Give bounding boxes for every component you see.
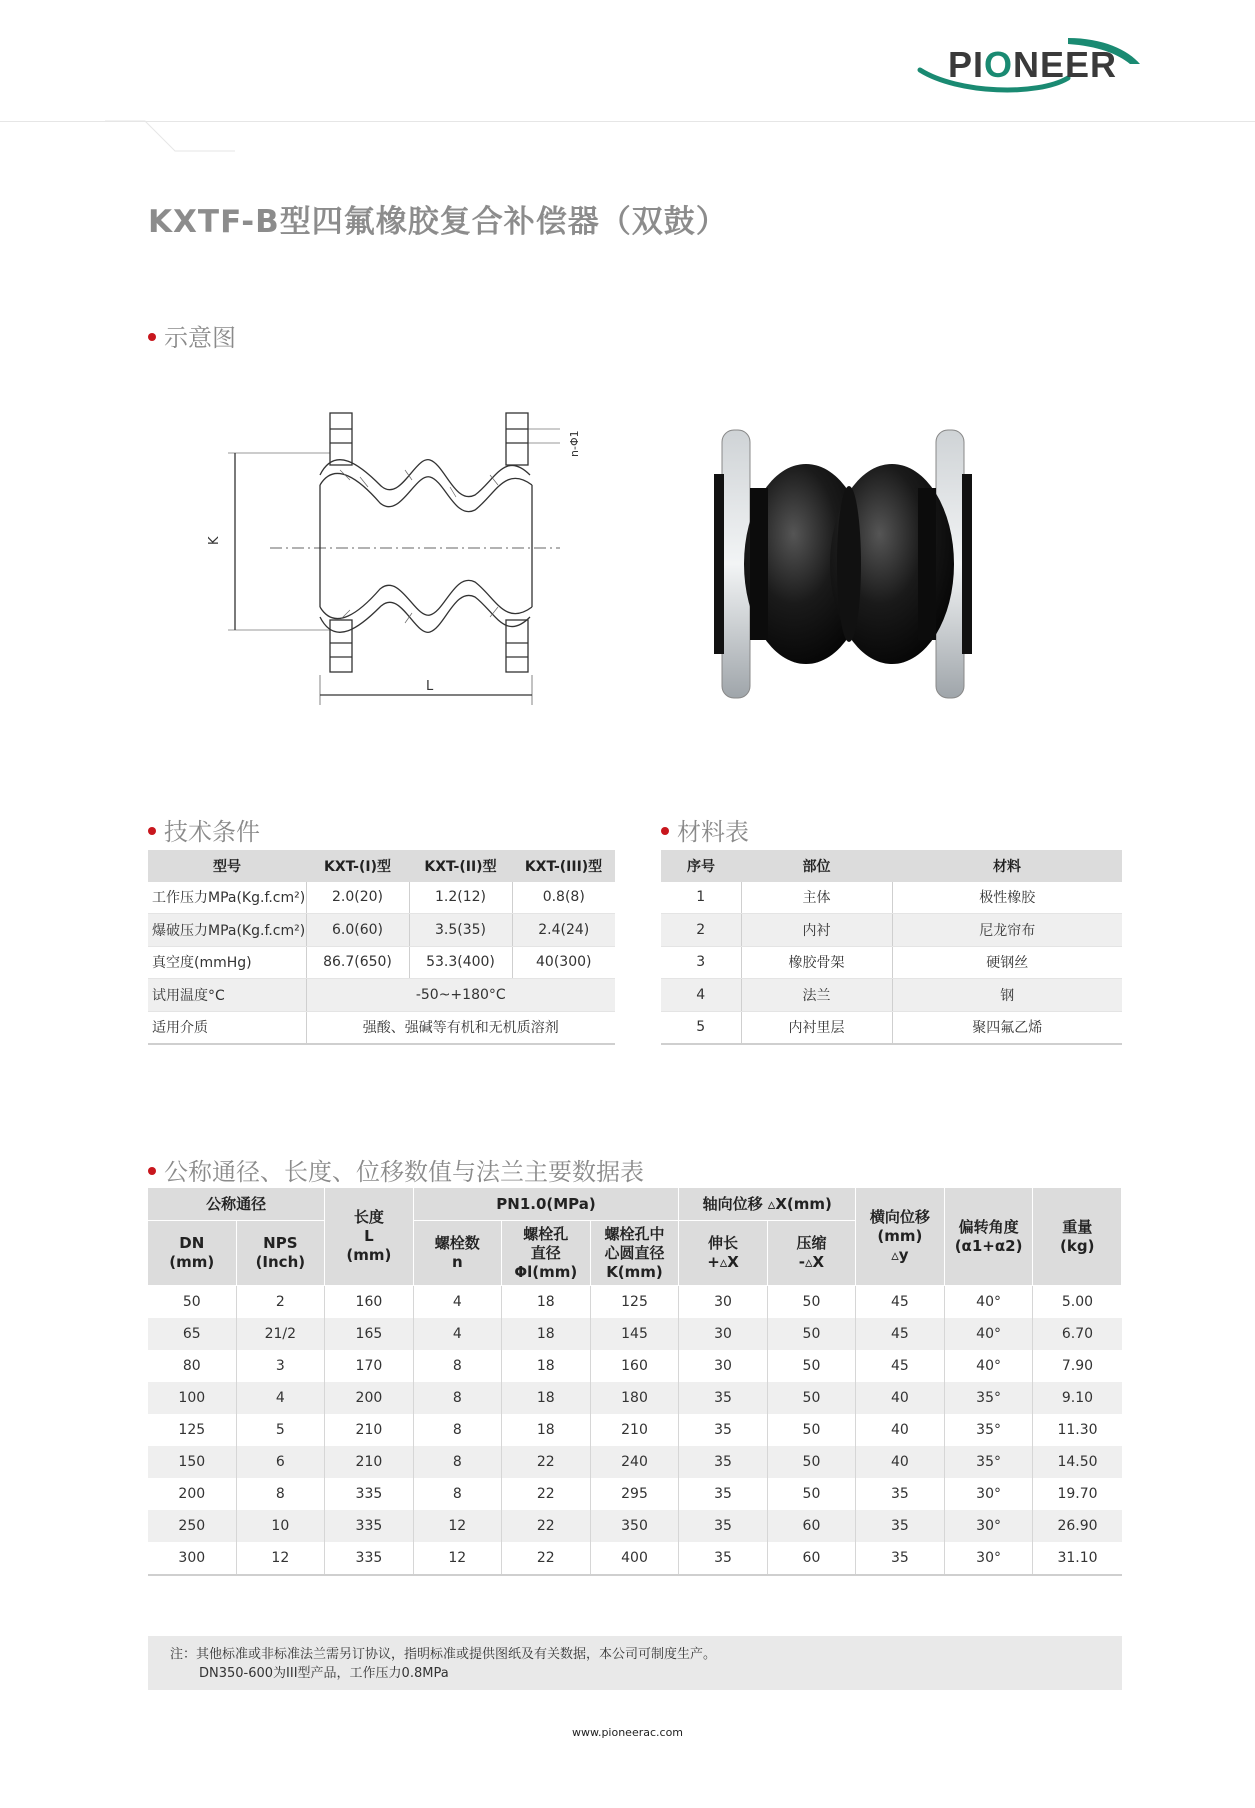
table-cell: 3 bbox=[236, 1350, 325, 1382]
table-cell: 内衬里层 bbox=[741, 1011, 892, 1044]
table-header-cell bbox=[325, 1188, 414, 1286]
table-header-cell: 材料 bbox=[892, 850, 1122, 882]
table-row bbox=[148, 1382, 1122, 1414]
table-cell: 50 bbox=[767, 1350, 855, 1382]
table-cell: 160 bbox=[325, 1286, 414, 1319]
table-cell: 86.7(650) bbox=[306, 946, 409, 979]
table-cell: 145 bbox=[590, 1318, 679, 1350]
table-row bbox=[148, 979, 615, 1012]
table-cell: 18 bbox=[501, 1286, 590, 1319]
table-header-cell: 序号 bbox=[661, 850, 741, 882]
table-cell: 18 bbox=[501, 1350, 590, 1382]
row-label: 爆破压力MPa(Kg.f.cm²) bbox=[148, 914, 306, 947]
table-cell: 18 bbox=[501, 1414, 590, 1446]
table-cell: 法兰 bbox=[741, 979, 892, 1012]
table-cell: 300 bbox=[148, 1542, 236, 1575]
table-cell: 50 bbox=[767, 1478, 855, 1510]
dimension-n-label: n-Φ1 bbox=[568, 430, 581, 457]
table-cell: 50 bbox=[767, 1446, 855, 1478]
table-cell: 聚四氟乙烯 bbox=[892, 1011, 1122, 1044]
table-row bbox=[148, 1414, 1122, 1446]
table-cell: 250 bbox=[148, 1510, 236, 1542]
table-cell: 22 bbox=[501, 1446, 590, 1478]
dimensions-table-body bbox=[148, 1286, 1122, 1576]
header-line: 螺栓孔中 bbox=[604, 1224, 665, 1243]
tech-conditions-table bbox=[148, 850, 615, 1045]
table-cell: 4 bbox=[413, 1318, 501, 1350]
section-tech-heading: 技术条件 bbox=[148, 812, 260, 847]
table-cell: 100 bbox=[148, 1382, 236, 1414]
table-cell: 19.70 bbox=[1057, 1486, 1098, 1502]
table-row bbox=[148, 1350, 1122, 1382]
table-cell: 35 bbox=[856, 1478, 945, 1510]
row-label: 试用温度°C bbox=[148, 979, 306, 1012]
header-line: (Inch) bbox=[255, 1253, 306, 1271]
table-cell: 35 bbox=[856, 1510, 945, 1542]
header-line: L bbox=[364, 1227, 374, 1245]
table-cell: 22 bbox=[501, 1510, 590, 1542]
header-line: 伸长 bbox=[708, 1234, 739, 1252]
table-row bbox=[148, 946, 615, 979]
header-line: 横向位移 bbox=[869, 1208, 930, 1226]
table-cell: 6 bbox=[236, 1446, 325, 1478]
table-cell: 40° bbox=[944, 1350, 1033, 1382]
table-cell: 7.90 bbox=[1061, 1358, 1094, 1374]
table-cell: 8 bbox=[413, 1446, 501, 1478]
table-cell: 31.10 bbox=[1033, 1542, 1122, 1575]
bullet-icon bbox=[148, 1167, 156, 1175]
header-line: 偏转角度 bbox=[958, 1217, 1019, 1236]
header-line: (mm) bbox=[169, 1253, 215, 1271]
table-cell: 35 bbox=[679, 1446, 767, 1478]
table-cell: 30° bbox=[944, 1478, 1033, 1510]
table-header-cell bbox=[413, 1221, 501, 1286]
table-header-cell: 轴向位移 ▵X(mm) bbox=[679, 1188, 856, 1221]
product-photo bbox=[708, 418, 998, 698]
table-cell: 210 bbox=[325, 1414, 414, 1446]
table-row bbox=[661, 1011, 1122, 1044]
table-cell: 35° bbox=[944, 1414, 1033, 1446]
schematic-drawing bbox=[207, 395, 600, 715]
table-cell: 22 bbox=[501, 1542, 590, 1575]
brand-logo bbox=[918, 34, 1148, 94]
table-header-cell: KXT-(III)型 bbox=[512, 850, 615, 882]
table-cell: 1 bbox=[661, 882, 741, 914]
table-row bbox=[661, 882, 1122, 914]
table-cell: 40° bbox=[944, 1286, 1033, 1319]
table-cell: 12 bbox=[413, 1510, 501, 1542]
table-row bbox=[148, 1478, 1122, 1510]
table-cell: 2 bbox=[236, 1286, 325, 1319]
table-cell: 4 bbox=[413, 1286, 501, 1319]
table-cell: 50 bbox=[767, 1286, 855, 1319]
table-cell: 2 bbox=[661, 914, 741, 947]
table-cell: 8 bbox=[236, 1478, 325, 1510]
header-notch bbox=[105, 121, 245, 161]
table-cell: 200 bbox=[325, 1382, 414, 1414]
table-header-cell: 部位 bbox=[741, 850, 892, 882]
table-cell: 45 bbox=[856, 1318, 945, 1350]
row-label: 真空度(mmHg) bbox=[148, 946, 306, 979]
table-cell: 4 bbox=[236, 1382, 325, 1414]
table-cell: 200 bbox=[148, 1478, 236, 1510]
table-cell: 60 bbox=[767, 1510, 855, 1542]
table-header-row bbox=[148, 850, 615, 882]
table-cell: 50 bbox=[148, 1286, 236, 1319]
table-header-cell: 型号 bbox=[148, 850, 306, 882]
table-cell: 165 bbox=[325, 1318, 414, 1350]
table-header-cell: KXT-(II)型 bbox=[409, 850, 512, 882]
table-cell: 30° bbox=[944, 1542, 1033, 1575]
table-cell: 210 bbox=[590, 1414, 679, 1446]
table-cell: 6.0(60) bbox=[306, 914, 409, 947]
header-line: +▵X bbox=[707, 1253, 739, 1271]
table-cell: 65 bbox=[148, 1318, 236, 1350]
table-row bbox=[661, 979, 1122, 1012]
row-label: 适用介质 bbox=[148, 1011, 306, 1044]
table-cell: 35 bbox=[679, 1542, 767, 1575]
table-cell: 40 bbox=[856, 1382, 945, 1414]
header-line: 压缩 bbox=[796, 1234, 827, 1252]
table-header-cell bbox=[148, 1221, 236, 1286]
table-cell: -50~+180°C bbox=[306, 979, 615, 1012]
dimension-k-label: K bbox=[207, 536, 222, 545]
table-header-cell: PN1.0(MPa) bbox=[413, 1188, 679, 1221]
table-cell: 30° bbox=[944, 1510, 1033, 1542]
table-cell: 强酸、强碱等有机和无机质溶剂 bbox=[306, 1011, 615, 1044]
header-line: K(mm) bbox=[606, 1262, 663, 1281]
table-row bbox=[148, 1446, 1122, 1478]
dimension-l-label: L bbox=[426, 679, 434, 694]
table-cell: 14.50 bbox=[1033, 1446, 1122, 1478]
table-header-cell bbox=[501, 1221, 590, 1286]
table-cell: 尼龙帘布 bbox=[892, 914, 1122, 947]
table-cell: 60 bbox=[767, 1542, 855, 1575]
table-cell: 400 bbox=[590, 1542, 679, 1575]
table-cell: 45 bbox=[856, 1286, 945, 1319]
table-cell: 30 bbox=[679, 1286, 767, 1319]
table-header-cell: 公称通径 bbox=[148, 1188, 325, 1221]
table-cell: 53.3(400) bbox=[409, 946, 512, 979]
table-cell: 8 bbox=[413, 1382, 501, 1414]
note-line-2: DN350-600为III型产品，工作压力0.8MPa bbox=[199, 1666, 449, 1681]
table-cell: 18 bbox=[501, 1382, 590, 1414]
header-line: 螺栓数 bbox=[434, 1234, 480, 1252]
table-cell: 1.2(12) bbox=[409, 882, 512, 914]
table-cell: 40 bbox=[856, 1446, 945, 1478]
table-header-row bbox=[148, 1188, 1122, 1221]
table-header-cell bbox=[236, 1221, 325, 1286]
table-cell: 0.8(8) bbox=[512, 882, 615, 914]
header-line: (kg) bbox=[1060, 1236, 1095, 1255]
table-cell: 12 bbox=[236, 1542, 325, 1575]
table-cell: 50 bbox=[767, 1318, 855, 1350]
bullet-icon bbox=[661, 827, 669, 835]
table-cell: 80 bbox=[148, 1350, 236, 1382]
table-cell: 35 bbox=[679, 1510, 767, 1542]
table-cell: 160 bbox=[590, 1350, 679, 1382]
table-cell: 335 bbox=[325, 1542, 414, 1575]
table-row bbox=[661, 946, 1122, 979]
table-header-cell: KXT-(I)型 bbox=[306, 850, 409, 882]
table-cell: 2.0(20) bbox=[306, 882, 409, 914]
table-header-cell bbox=[679, 1221, 767, 1286]
bullet-icon bbox=[148, 333, 156, 341]
section-dimensions-heading: 公称通径、长度、位移数值与法兰主要数据表 bbox=[148, 1152, 644, 1187]
header-line: (mm) bbox=[877, 1227, 923, 1245]
header-line: DN bbox=[179, 1234, 205, 1252]
table-cell: 18 bbox=[501, 1318, 590, 1350]
dimensions-table bbox=[148, 1188, 1122, 1576]
header-line: -▵X bbox=[798, 1253, 825, 1271]
table-cell: 295 bbox=[590, 1478, 679, 1510]
table-row bbox=[148, 1318, 1122, 1350]
header-line: Φl(mm) bbox=[514, 1262, 578, 1281]
table-cell: 125 bbox=[148, 1414, 236, 1446]
table-row bbox=[148, 1510, 1122, 1542]
table-cell: 350 bbox=[590, 1510, 679, 1542]
section-diagram-heading: 示意图 bbox=[148, 318, 236, 353]
table-cell: 50 bbox=[767, 1382, 855, 1414]
header-line: 螺栓孔 bbox=[523, 1224, 569, 1243]
table-cell: 335 bbox=[325, 1510, 414, 1542]
table-cell: 5.00 bbox=[1061, 1294, 1094, 1310]
table-cell: 11.30 bbox=[1057, 1422, 1098, 1438]
table-row bbox=[148, 1011, 615, 1044]
table-cell: 12 bbox=[413, 1542, 501, 1575]
header-line: ▵y bbox=[891, 1246, 909, 1264]
table-row bbox=[148, 1286, 1122, 1319]
table-header-cell bbox=[590, 1221, 679, 1286]
table-cell: 180 bbox=[590, 1382, 679, 1414]
note-line-1: 注：其他标准或非标准法兰需另订协议，指明标准或提供图纸及有关数据，本公司可制度生产。 bbox=[170, 1647, 717, 1662]
table-cell: 8 bbox=[413, 1414, 501, 1446]
table-cell: 35° bbox=[944, 1382, 1033, 1414]
table-cell: 9.10 bbox=[1033, 1382, 1122, 1414]
page-title: KXTF-B型四氟橡胶复合补偿器（双鼓） bbox=[148, 204, 728, 240]
row-label: 工作压力MPa(Kg.f.cm²) bbox=[148, 882, 306, 914]
table-cell: 钢 bbox=[892, 979, 1122, 1012]
header-line: NPS bbox=[263, 1234, 298, 1252]
table-cell: 5 bbox=[661, 1011, 741, 1044]
table-cell: 10 bbox=[236, 1510, 325, 1542]
table-header-cell bbox=[1033, 1188, 1122, 1286]
header-line: 直径 bbox=[530, 1243, 561, 1262]
table-cell: 橡胶骨架 bbox=[741, 946, 892, 979]
table-cell: 极性橡胶 bbox=[892, 882, 1122, 914]
table-cell: 40 bbox=[856, 1414, 945, 1446]
table-cell: 35 bbox=[679, 1382, 767, 1414]
header-line: (α1+α2) bbox=[954, 1236, 1023, 1255]
table-cell: 21/2 bbox=[236, 1318, 325, 1350]
table-header-row bbox=[661, 850, 1122, 882]
header-line: 重量 bbox=[1062, 1217, 1093, 1236]
table-row bbox=[661, 914, 1122, 947]
table-cell: 30 bbox=[679, 1318, 767, 1350]
table-cell: 8 bbox=[413, 1350, 501, 1382]
table-cell: 30 bbox=[679, 1350, 767, 1382]
table-cell: 主体 bbox=[741, 882, 892, 914]
note-box bbox=[148, 1636, 1122, 1690]
table-row bbox=[148, 882, 615, 914]
table-cell: 4 bbox=[661, 979, 741, 1012]
header-line: 长度 bbox=[353, 1208, 384, 1226]
table-row bbox=[148, 1542, 1122, 1575]
table-cell: 240 bbox=[590, 1446, 679, 1478]
table-cell: 40(300) bbox=[512, 946, 615, 979]
table-cell: 2.4(24) bbox=[512, 914, 615, 947]
table-cell: 335 bbox=[325, 1478, 414, 1510]
table-cell: 35 bbox=[679, 1414, 767, 1446]
table-cell: 5 bbox=[236, 1414, 325, 1446]
table-cell: 35 bbox=[679, 1478, 767, 1510]
table-cell: 35° bbox=[944, 1446, 1033, 1478]
table-cell: 170 bbox=[325, 1350, 414, 1382]
table-cell: 45 bbox=[856, 1350, 945, 1382]
table-header-cell bbox=[944, 1188, 1033, 1286]
header-line: 心圆直径 bbox=[604, 1243, 665, 1262]
footer-website[interactable]: www.pioneerac.com bbox=[571, 1726, 684, 1739]
table-header-cell bbox=[856, 1188, 945, 1286]
table-cell: 150 bbox=[148, 1446, 236, 1478]
table-cell: 硬钢丝 bbox=[892, 946, 1122, 979]
header-line: (mm) bbox=[346, 1246, 392, 1264]
table-cell: 40° bbox=[944, 1318, 1033, 1350]
table-cell: 35 bbox=[856, 1542, 945, 1575]
table-cell: 50 bbox=[767, 1414, 855, 1446]
table-header-cell bbox=[767, 1221, 855, 1286]
table-cell: 22 bbox=[501, 1478, 590, 1510]
table-row bbox=[148, 914, 615, 947]
table-cell: 6.70 bbox=[1033, 1318, 1122, 1350]
table-cell: 8 bbox=[413, 1478, 501, 1510]
table-cell: 125 bbox=[590, 1286, 679, 1319]
table-cell: 26.90 bbox=[1033, 1510, 1122, 1542]
logo-text: PIONEER bbox=[948, 44, 1118, 85]
header-line: n bbox=[451, 1253, 463, 1271]
materials-table bbox=[661, 850, 1122, 1045]
bullet-icon bbox=[148, 827, 156, 835]
section-materials-heading: 材料表 bbox=[661, 812, 749, 847]
table-cell: 3.5(35) bbox=[409, 914, 512, 947]
table-cell: 210 bbox=[325, 1446, 414, 1478]
table-cell: 内衬 bbox=[741, 914, 892, 947]
table-cell: 3 bbox=[661, 946, 741, 979]
